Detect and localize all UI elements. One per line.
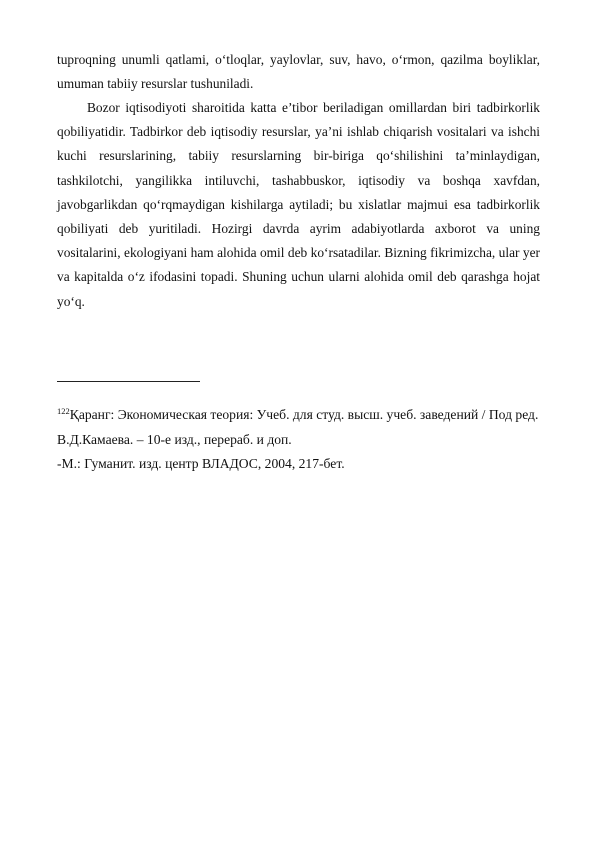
- footnote-separator: [57, 381, 200, 382]
- footnote-line-3: -М.: Гуманит. изд. центр ВЛАДОС, 2004, 217-бет.: [57, 456, 345, 471]
- footnote-text-1: Қаранг: Экономическая теория: Учеб. для студ. высш. учеб. заведений / Под ред.: [69, 407, 539, 422]
- body-paragraph-main: [57, 96, 540, 314]
- footnote-line-1: [57, 403, 557, 428]
- footnote-line-2: В.Д.Камаева. – 10-е изд., перераб. и доп.: [57, 431, 292, 447]
- paragraph-text: tuproqning unumli qatlami, o‘tloqlar, yaylovlar, suv, havo, o‘rmon, qazilma boyliklar, umuman tabiiy resurslar tushuniladi.: [57, 52, 540, 92]
- footnote-number: 122: [57, 406, 70, 416]
- footnote: [57, 403, 557, 477]
- body-paragraph-continuation: [57, 48, 540, 96]
- paragraph-text: Bozor iqtisodiyoti sharoitida katta e’tibor beriladigan omillardan biri tadbirkorlik qobiliyatidir. Tadbirkor deb iqtisodiy resurslar, ya’ni ishlab chiqarish vositalari va ishchi kuchi resurslarining, tabiiy resurslarning bir-biriga qo‘shilishini ta’minlaydigan, tashkilotchi, yangilikka intiluvchi, tashabbuskor, iqtisodiy va boshqa xavfdan, javobgarlikdan qo‘rqmaydigan kishilarga aytiladi; bu xislatlar majmui esa tadbirkorlik qobiliyati deb yuritiladi. Hozirgi davrda ayrim adabiyotlarda axborot va uning vositalarini, ekologiyani ham alohida omil deb ko‘rsatadilar. Bizning fikrimizcha, ular yer va kapitalda o‘z ifodasini topadi. Shuning uchun ularni alohida omil deb qarashga hojat yo‘q.: [57, 100, 540, 309]
